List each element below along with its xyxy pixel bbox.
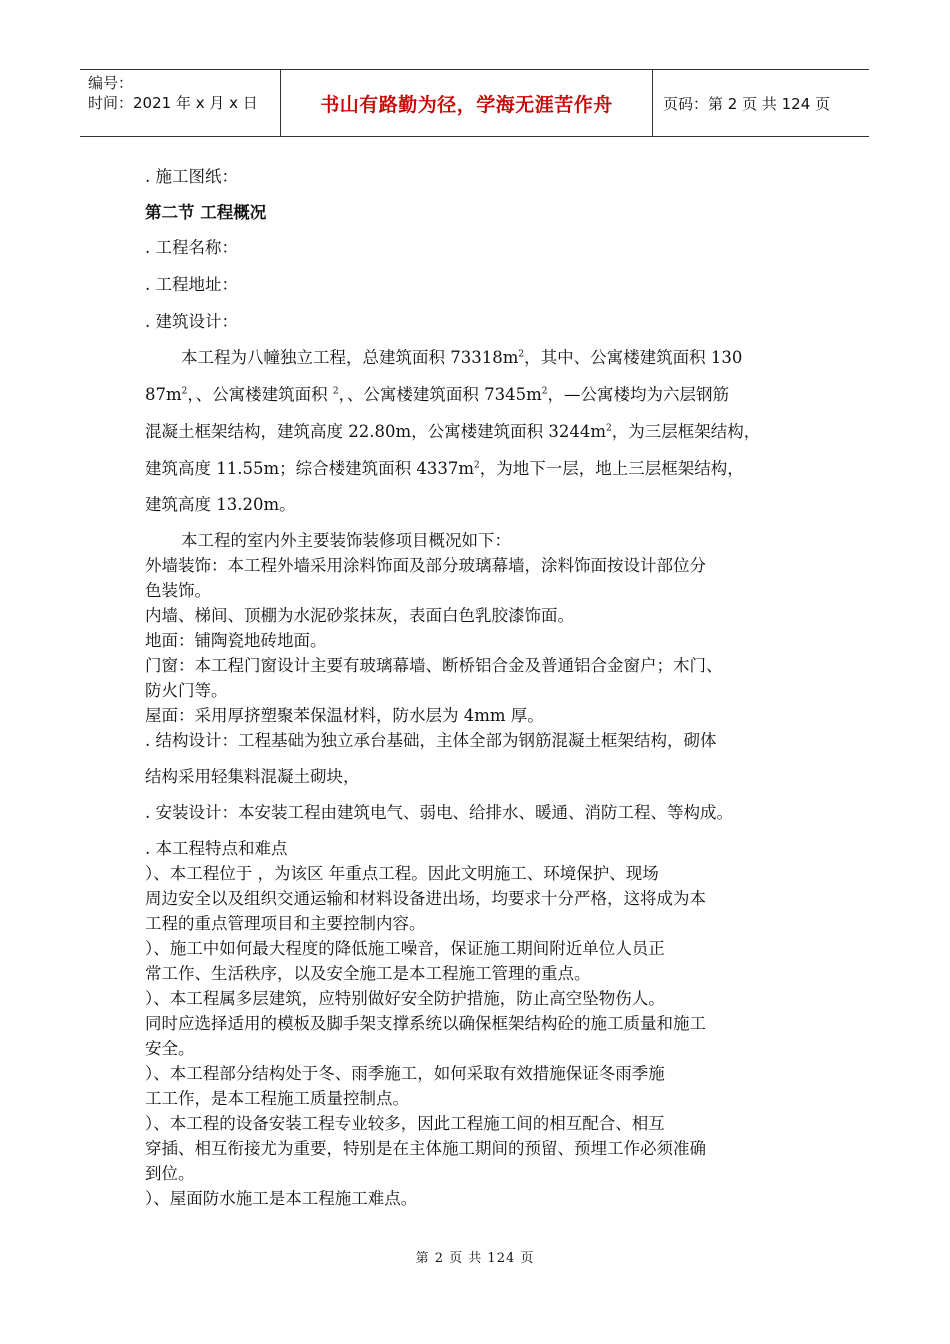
feature-line: ）、屋面防水施工是本工程施工难点。 [145, 1189, 418, 1208]
text-run: 87m [145, 385, 182, 404]
exterior-line: 色装饰。 [145, 581, 211, 600]
text-run: 本工程为八幢独立工程，总建筑面积 73318m [181, 348, 519, 367]
feature-line: ）、本工程位于 ，为该区 年重点工程。因此文明施工、环境保护、现场 [145, 864, 659, 883]
doors-line: 防火门等。 [145, 681, 228, 700]
decoration-intro: 本工程的室内外主要装饰装修项目概况如下： [181, 531, 511, 550]
document-date: 时间：2021 年 x 月 x 日 [88, 94, 258, 112]
superscript: 2 [541, 386, 548, 397]
feature-line: 到位。 [145, 1164, 195, 1183]
section-title: 第二节 工程概况 [145, 203, 267, 222]
feature-line: 工工作，是本工程施工质量控制点。 [145, 1089, 409, 1108]
superscript: 2 [332, 386, 339, 397]
features-title: . 本工程特点和难点 [145, 839, 288, 858]
arch-design-line: . 建筑设计： [145, 312, 238, 331]
doors-line: 门窗：本工程门窗设计主要有玻璃幕墙、断桥铝合金及普通铝合金窗户；木门、 [145, 656, 723, 675]
structure-line: . 结构设计：工程基础为独立承台基础，主体全部为钢筋混凝土框架结构，砌体 [145, 731, 717, 750]
superscript: 2 [518, 349, 525, 360]
superscript: 2 [181, 386, 188, 397]
project-address-line: . 工程地址： [145, 275, 238, 294]
feature-line: 工程的重点管理项目和主要控制内容。 [145, 914, 426, 933]
header-meta [80, 70, 281, 136]
feature-line: 安全。 [145, 1039, 195, 1058]
paragraph-line: 建筑高度 13.20m。 [145, 495, 296, 514]
feature-line: 周边安全以及组织交通运输和材料设备进出场，均要求十分严格，这将成为本 [145, 889, 706, 908]
feature-line: ）、本工程的设备安装工程专业较多，因此工程施工间的相互配合、相互 [145, 1114, 665, 1133]
text-run: ，、公寓楼建筑面积 [187, 385, 333, 404]
feature-line: ）、施工中如何最大程度的降低施工噪音，保证施工期间附近单位人员正 [145, 939, 665, 958]
text-run: 混凝土框架结构，建筑高度 22.80m，公寓楼建筑面积 3244m [145, 422, 607, 441]
text-run: ，其中、公寓楼建筑面积 130 [524, 348, 743, 367]
text-run: ，为地下一层，地上三层框架结构， [479, 459, 744, 478]
text-run: ，—公寓楼均为六层钢筋 [547, 385, 729, 404]
exterior-line: 外墙装饰：本工程外墙采用涂料饰面及部分玻璃幕墙，涂料饰面按设计部位分 [145, 556, 706, 575]
structure-line: 结构采用轻集料混凝土砌块， [145, 767, 360, 786]
roof-line: 屋面：采用厚挤塑聚苯保温材料，防水层为 4mm 厚。 [145, 706, 544, 725]
text-run: ，为三层框架结构， [611, 422, 761, 441]
project-name-line: . 工程名称： [145, 238, 238, 257]
feature-line: ）、本工程部分结构处于冬、雨季施工，如何采取有效措施保证冬雨季施 [145, 1064, 665, 1083]
floor-line: 地面：铺陶瓷地砖地面。 [145, 631, 327, 650]
feature-line: 穿插、相互衔接尤为重要，特别是在主体施工期间的预留、预埋工作必须准确 [145, 1139, 706, 1158]
feature-line: ）、本工程属多层建筑，应特别做好安全防护措施，防止高空坠物伤人。 [145, 989, 665, 1008]
feature-line: 常工作、生活秩序，以及安全施工是本工程施工管理的重点。 [145, 964, 591, 983]
header-motto: 书山有路勤为径，学海无涯苦作舟 [281, 70, 653, 136]
paragraph-line [145, 418, 760, 442]
page-header [80, 69, 869, 137]
header-page-info: 页码：第 2 页 共 124 页 [663, 94, 831, 113]
feature-line: 同时应选择适用的模板及脚手架支撑系统以确保框架结构砼的施工质量和施工 [145, 1014, 706, 1033]
paragraph-line [145, 381, 729, 405]
superscript: 2 [606, 423, 612, 434]
text-run: 建筑高度 11.55m；综合楼建筑面积 4337m [145, 459, 475, 478]
document-number-label: 编号： [88, 74, 134, 92]
drawings-heading: . 施工图纸： [145, 167, 238, 186]
superscript: 2 [474, 460, 480, 471]
paragraph-line [181, 344, 742, 368]
page-footer: 第 2 页 共 124 页 [415, 1251, 535, 1266]
paragraph-line [145, 455, 744, 479]
interior-line: 内墙、梯间、顶棚为水泥砂浆抹灰，表面白色乳胶漆饰面。 [145, 606, 574, 625]
text-run: ，、公寓楼建筑面积 7345m [338, 385, 542, 404]
install-line: . 安装设计：本安装工程由建筑电气、弱电、给排水、暖通、消防工程、等构成。 [145, 803, 733, 822]
